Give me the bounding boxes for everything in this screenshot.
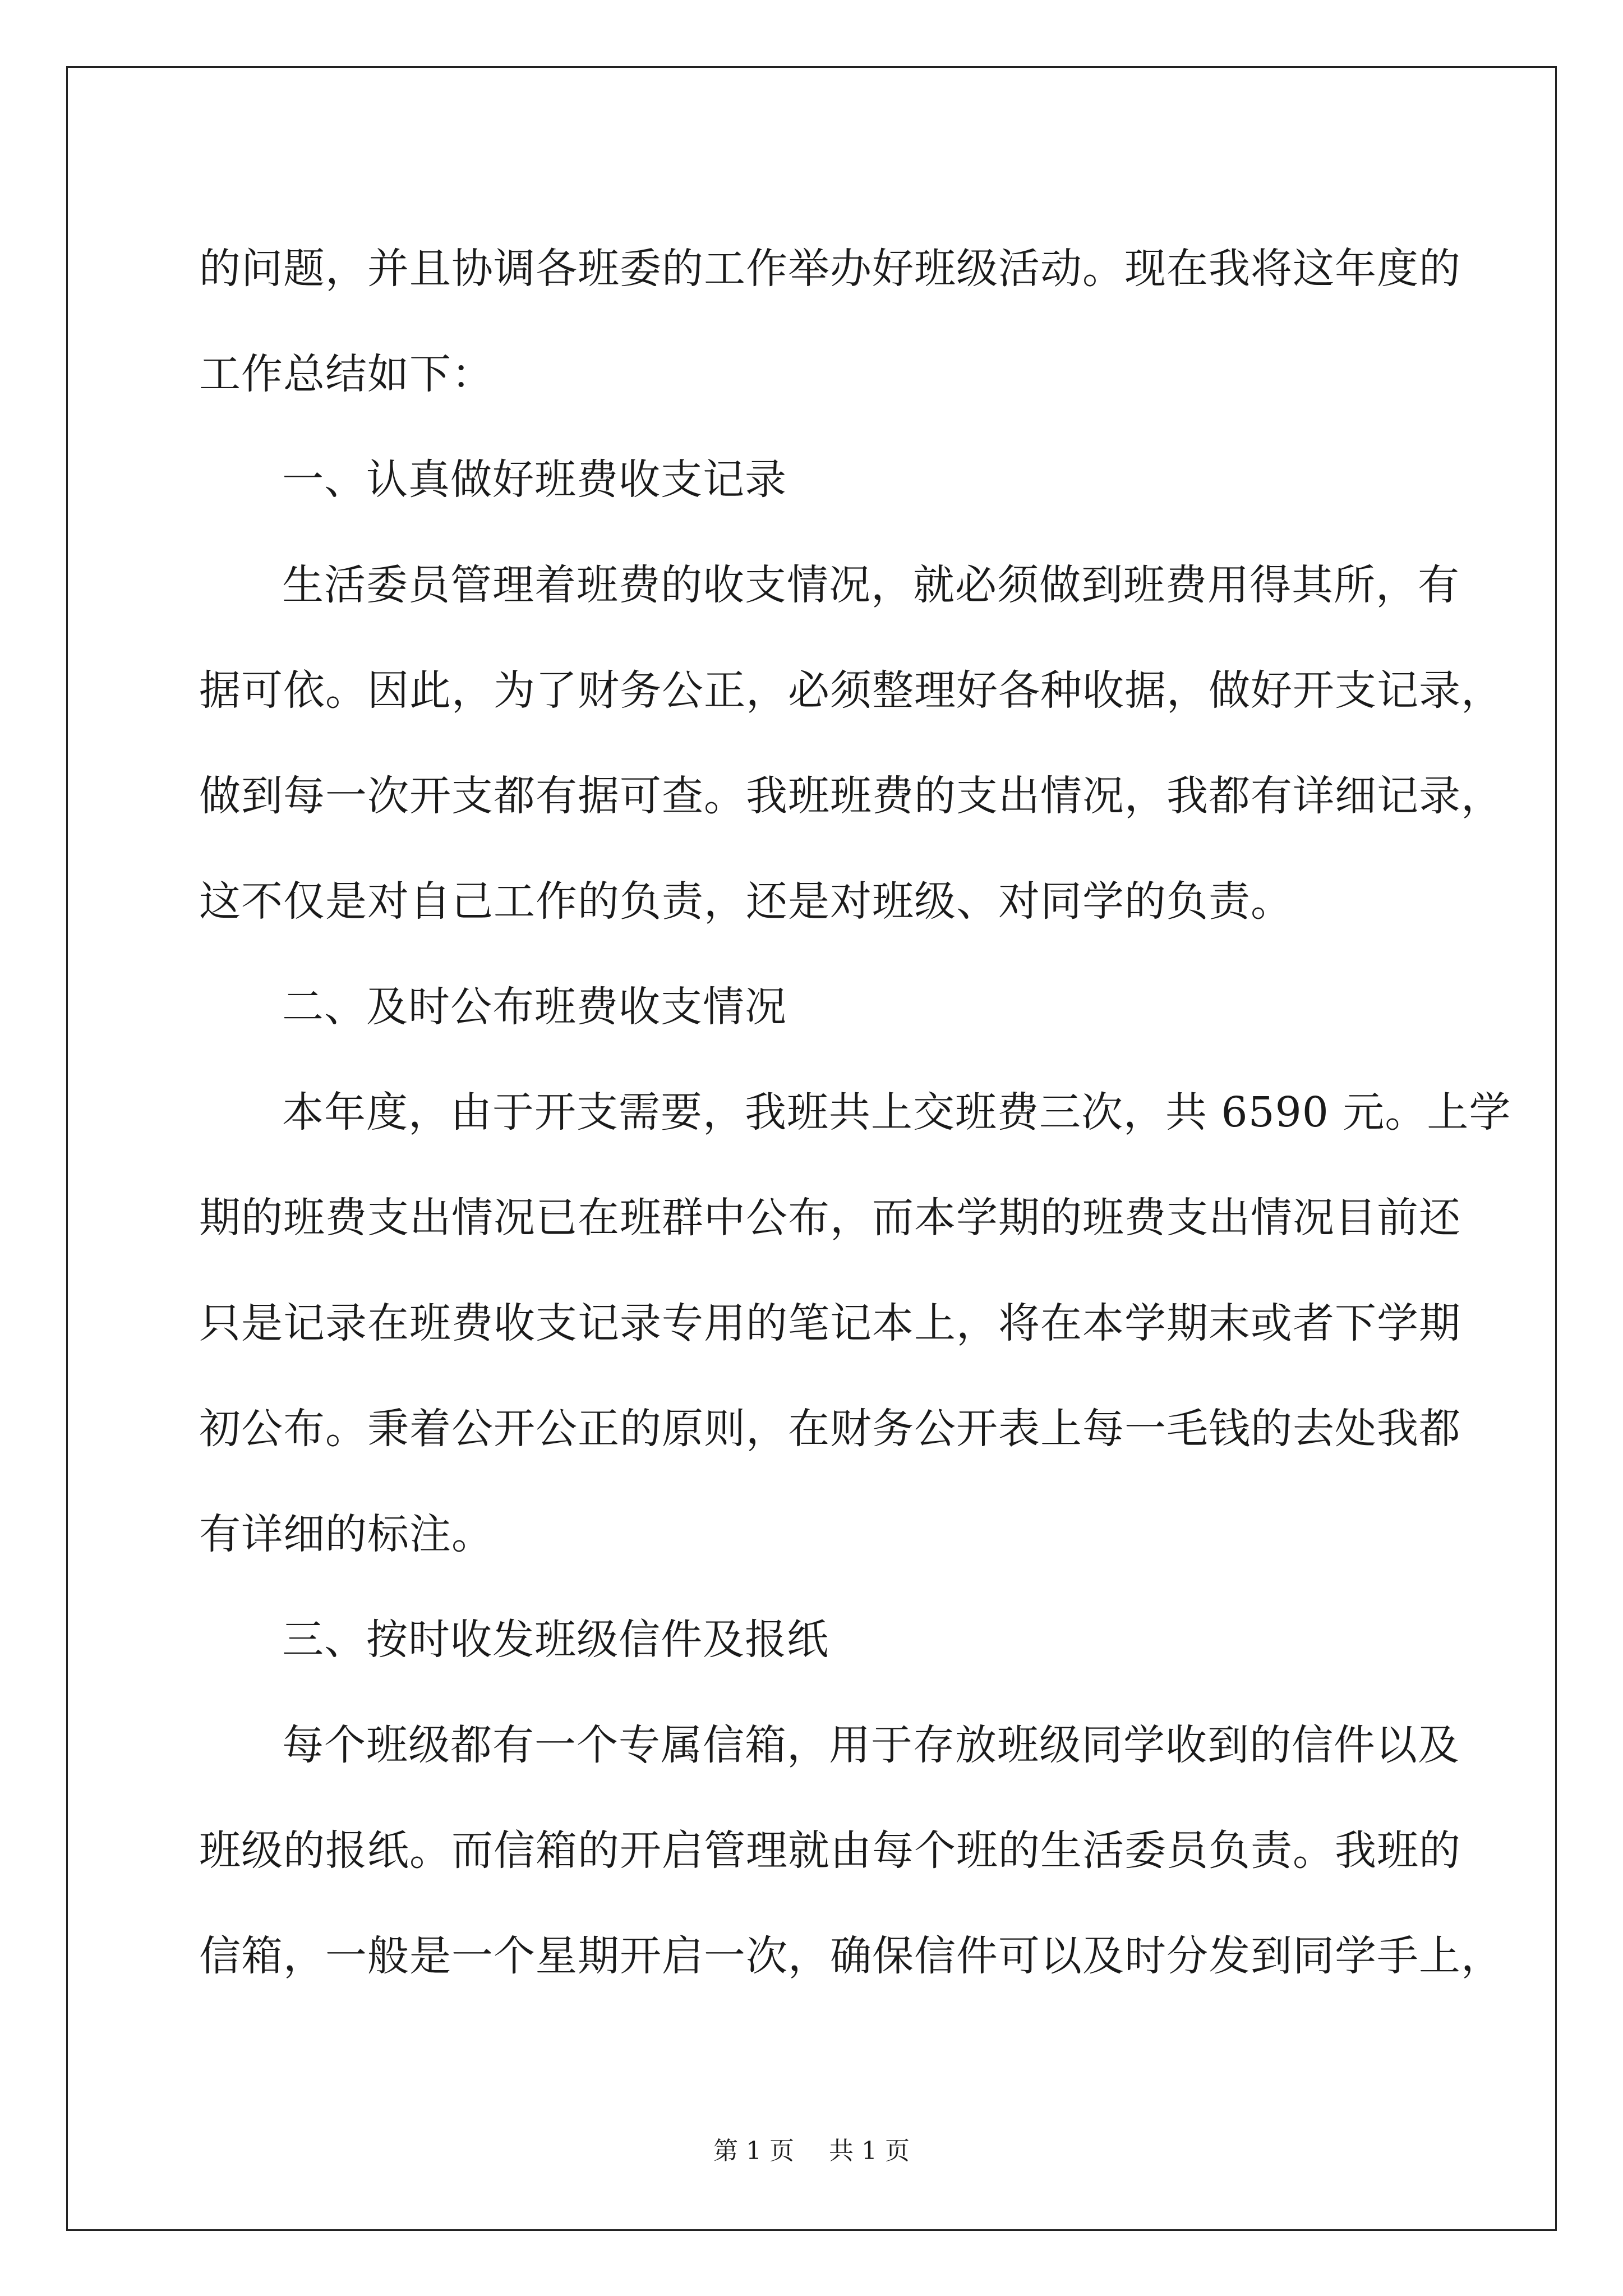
text-line: 每个班级都有一个专属信箱，用于存放班级同学收到的信件以及: [282, 1721, 1460, 1769]
text-line: 生活委员管理着班费的收支情况，就必须做到班费用得其所，有: [282, 561, 1460, 609]
text-line: 班级的报纸。而信箱的开启管理就由每个班的生活委员负责。我班的: [199, 1826, 1461, 1875]
section-heading: 二、及时公布班费收支情况: [282, 983, 787, 1031]
text-line: 据可依。因此，为了财务公正，必须整理好各种收据，做好开支记录，: [199, 666, 1503, 715]
text-line: 初公布。秉着公开公正的原则，在财务公开表上每一毛钱的去处我都: [199, 1405, 1461, 1453]
text-line: 期的班费支出情况已在班群中公布，而本学期的班费支出情况目前还: [199, 1194, 1461, 1242]
document-body: [199, 216, 1511, 2009]
text-line: 工作总结如下：: [199, 350, 494, 398]
page-number-total: 共 1 页: [829, 2137, 910, 2165]
page-footer: [0, 2134, 1623, 2168]
text-line: 有详细的标注。: [199, 1510, 494, 1558]
section-heading: 一、认真做好班费收支记录: [282, 455, 787, 504]
text-line: 本年度，由于开支需要，我班共上交班费三次，共 6590 元。上学: [282, 1088, 1511, 1137]
text-line: 做到每一次开支都有据可查。我班班费的支出情况，我都有详细记录，: [199, 772, 1503, 820]
section-heading: 三、按时收发班级信件及报纸: [282, 1616, 829, 1664]
text-line: 这不仅是对自己工作的负责，还是对班级、对同学的负责。: [199, 877, 1293, 926]
page-number-current: 第 1 页: [713, 2137, 794, 2165]
text-line: 的问题，并且协调各班委的工作举办好班级活动。现在我将这年度的: [199, 245, 1461, 293]
text-line: 信箱，一般是一个星期开启一次，确保信件可以及时分发到同学手上，: [199, 1932, 1503, 1980]
text-line: 只是记录在班费收支记录专用的笔记本上，将在本学期末或者下学期: [199, 1299, 1461, 1347]
